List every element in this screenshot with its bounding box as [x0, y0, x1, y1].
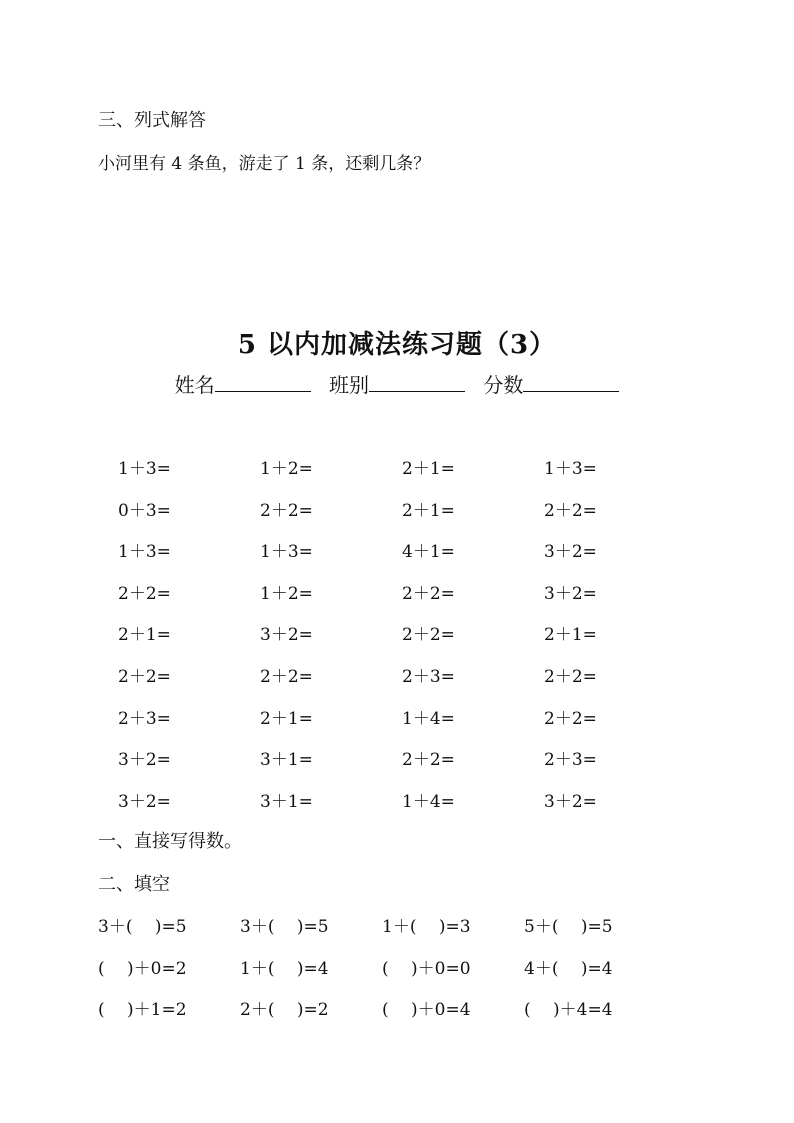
calc-item: 2＋2= — [544, 500, 597, 521]
calc-item: 2＋2= — [544, 667, 597, 687]
calc-item: 2＋3= — [118, 708, 171, 729]
fill-item: 4＋( )=4 — [524, 958, 613, 979]
calc-item: 3＋1= — [260, 791, 313, 812]
fill-item: 5＋( )=5 — [524, 917, 613, 937]
calc-item: 2＋1= — [260, 708, 313, 729]
calc-item: 3＋2= — [260, 625, 313, 646]
section1-heading: 一、直接写得数。 — [98, 831, 242, 852]
worksheet-title: 5 以内加减法练习题（3） — [237, 330, 557, 360]
fill-item: ( )＋4=4 — [524, 1000, 613, 1021]
calc-item: 2＋2= — [544, 708, 597, 729]
section3-question: 小河里有 4 条鱼，游走了 1 条，还剩几条？ — [98, 154, 431, 174]
calc-item: 2＋2= — [118, 667, 171, 687]
fill-item: 1＋( )=4 — [240, 958, 329, 979]
name-blank[interactable] — [215, 371, 311, 392]
calc-item: 2＋1= — [402, 500, 455, 521]
fill-item: 3＋( )=5 — [98, 917, 187, 937]
fill-item: ( )＋0=2 — [98, 958, 187, 979]
calc-item: 4＋1= — [402, 542, 455, 563]
class-label: 班别 — [329, 373, 369, 397]
calc-item: 2＋2= — [402, 583, 455, 604]
calc-item: 2＋1= — [544, 625, 597, 646]
fill-item: 3＋( )=5 — [240, 917, 329, 937]
score-blank[interactable] — [523, 371, 619, 392]
class-blank[interactable] — [369, 371, 465, 392]
section2-heading: 二、填空 — [98, 874, 170, 895]
calc-item: 2＋1= — [118, 625, 171, 646]
calc-item: 2＋2= — [402, 750, 455, 771]
calc-item: 3＋2= — [544, 791, 597, 812]
fill-item: 2＋( )=2 — [240, 1000, 329, 1021]
fill-item: 1＋( )=3 — [382, 917, 471, 937]
calc-item: 1＋3= — [544, 459, 597, 479]
name-label: 姓名 — [174, 373, 215, 397]
calc-item: 1＋4= — [402, 708, 455, 729]
calc-item: 3＋2= — [118, 750, 171, 771]
calc-item: 1＋3= — [260, 542, 313, 563]
fill-item: ( )＋1=2 — [98, 1000, 187, 1021]
calc-item: 3＋2= — [544, 542, 597, 563]
calc-item: 1＋2= — [260, 459, 313, 479]
calc-item: 1＋3= — [118, 542, 171, 563]
calc-item: 0＋3= — [118, 500, 171, 521]
calc-item: 1＋2= — [260, 583, 313, 604]
fill-item: ( )＋0=0 — [382, 958, 471, 979]
fill-item: ( )＋0=4 — [382, 1000, 471, 1021]
calc-item: 2＋2= — [118, 583, 171, 604]
calc-item: 1＋3= — [118, 459, 171, 479]
calc-item: 2＋2= — [260, 500, 313, 521]
calc-item: 3＋1= — [260, 750, 313, 771]
student-info-line — [0, 369, 794, 398]
score-label: 分数 — [483, 373, 524, 397]
calc-item: 3＋2= — [118, 791, 171, 812]
calc-item: 1＋4= — [402, 791, 455, 812]
section3-heading: 三、列式解答 — [98, 110, 206, 131]
calc-item: 2＋2= — [402, 625, 455, 646]
calc-item: 2＋1= — [402, 459, 455, 479]
calc-item: 2＋2= — [260, 667, 313, 687]
calc-item: 2＋3= — [402, 667, 455, 687]
calc-item: 3＋2= — [544, 583, 597, 604]
calc-item: 2＋3= — [544, 750, 597, 771]
